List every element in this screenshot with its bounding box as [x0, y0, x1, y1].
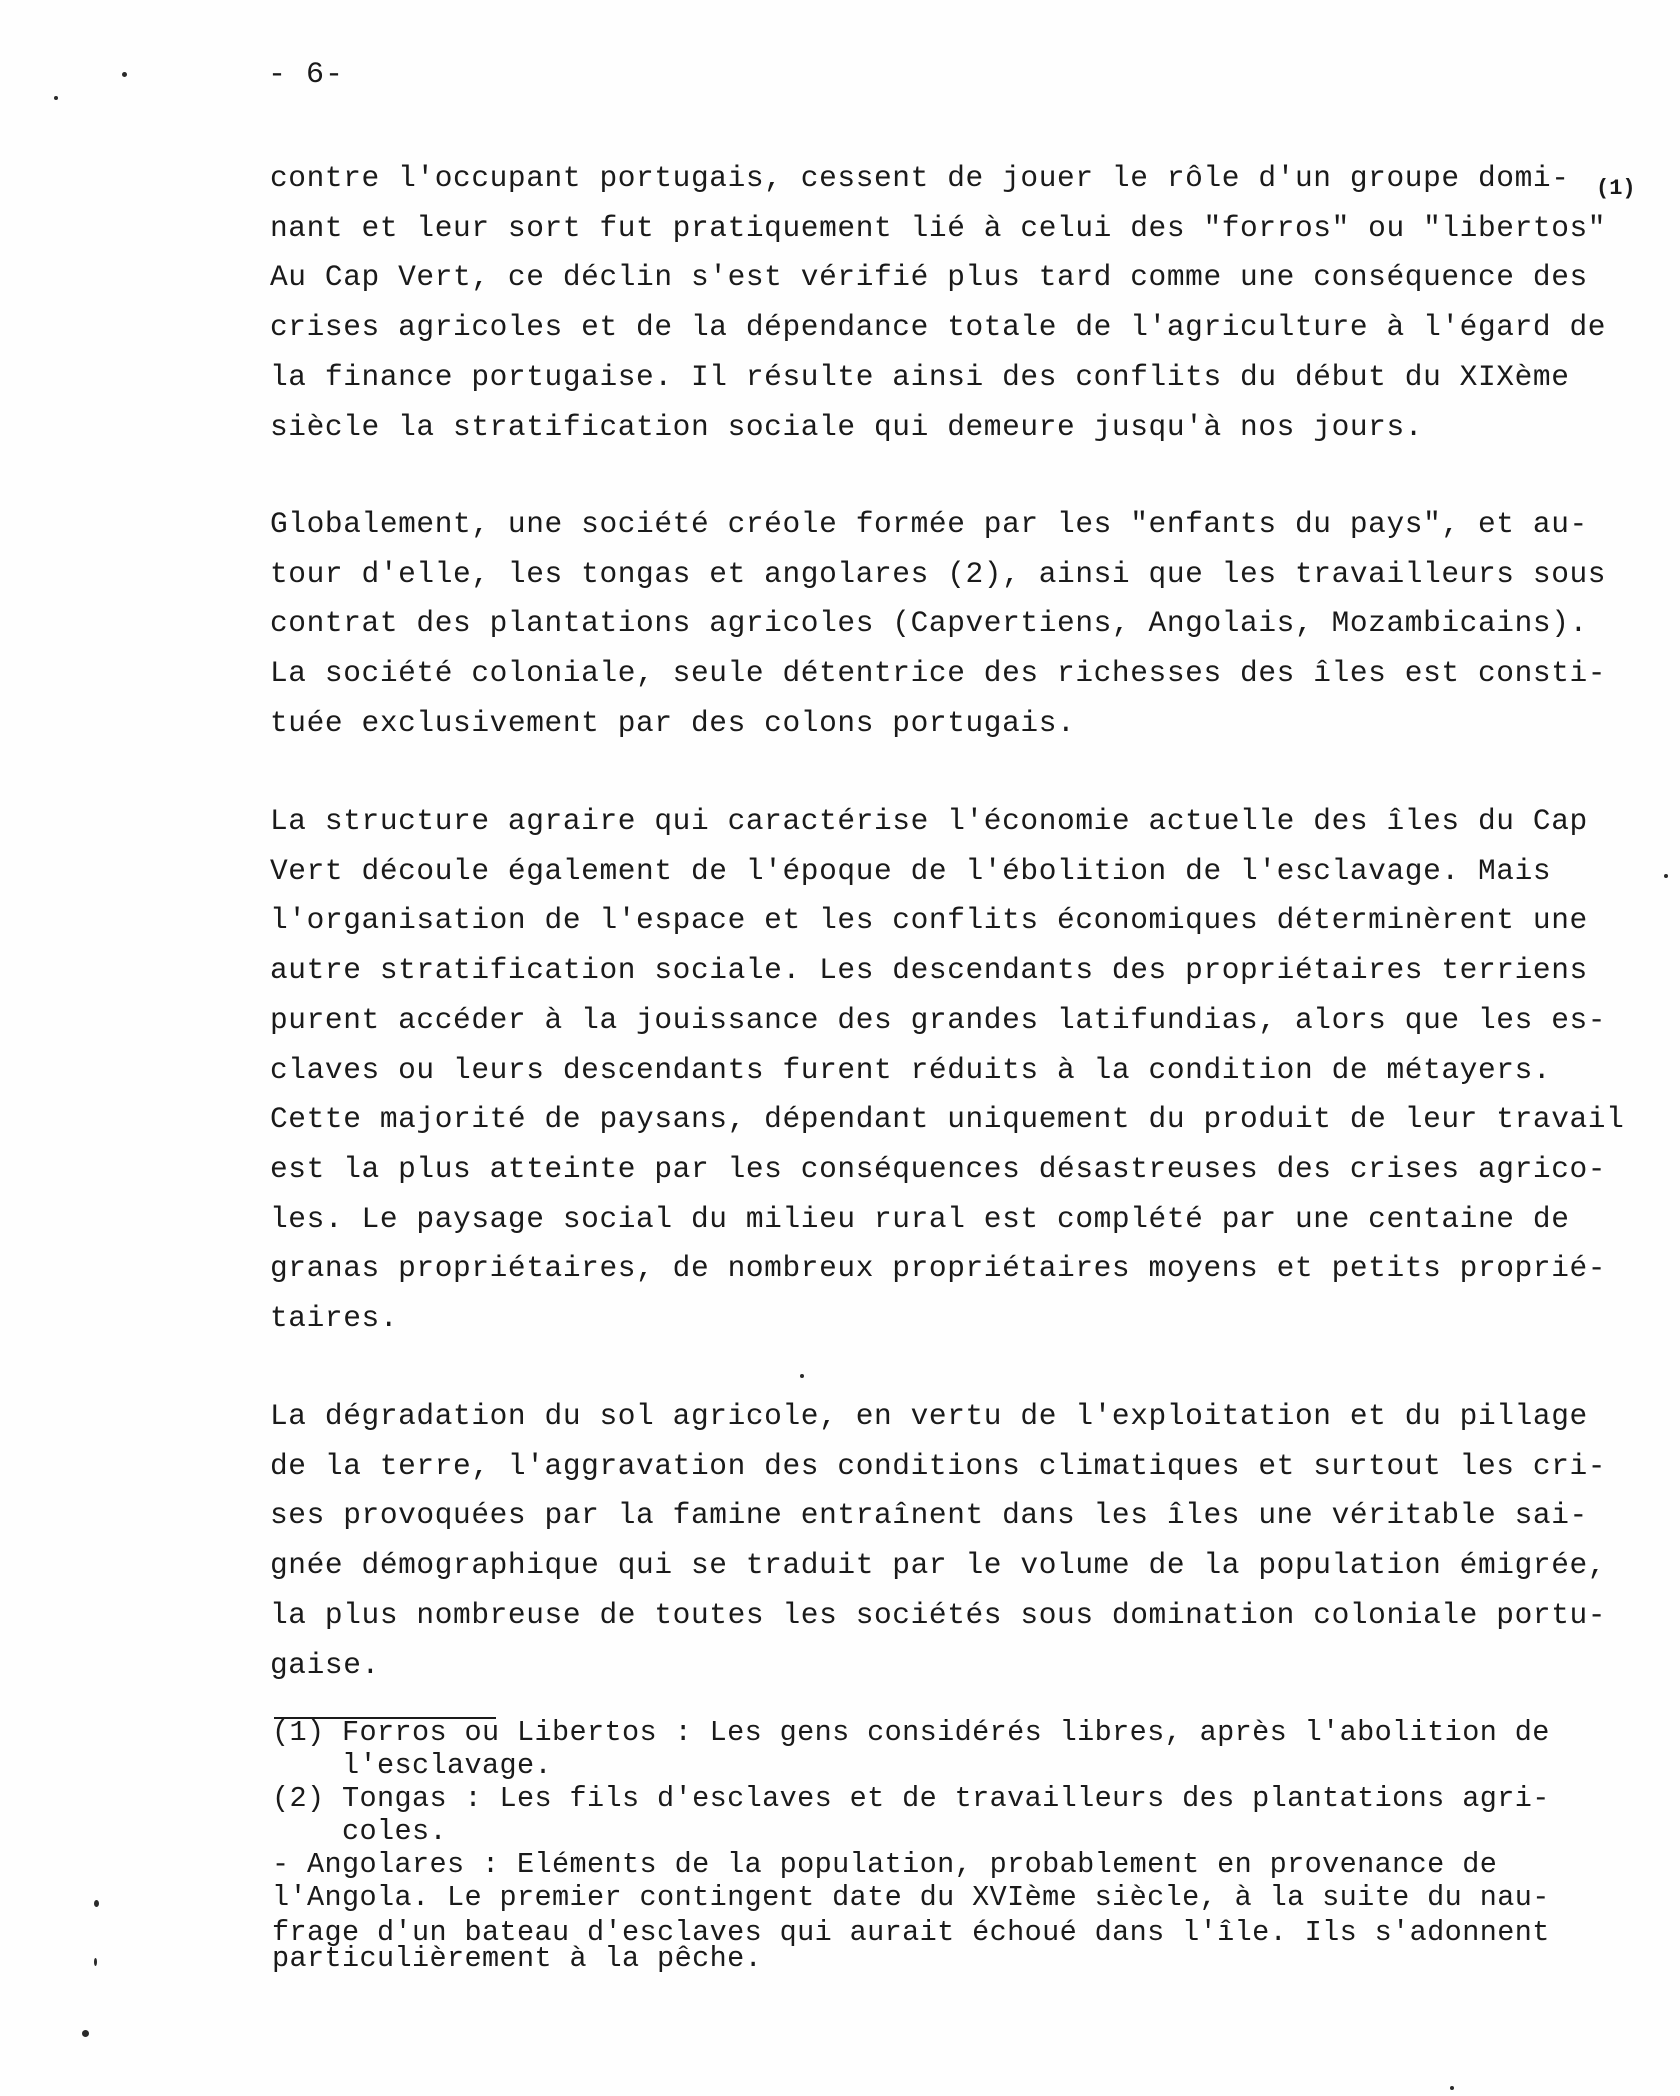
paragraph-line: contre l'occupant portugais, cessent de jouer le rôle d'un groupe domi- [270, 161, 1570, 195]
paragraph-line: claves ou leurs descendants furent réduits à la condition de métayers. [270, 1052, 1552, 1087]
paragraph-line: tuée exclusivement par des colons portugais. [270, 705, 1076, 740]
paragraph-line: La structure agraire qui caractérise l'économie actuelle des îles du Cap [270, 804, 1588, 838]
paragraph-line: contrat des plantations agricoles (Capvertiens, Angolais, Mozambicains). [270, 606, 1588, 641]
scan-speck [94, 1900, 99, 1907]
paragraph-line: La dégradation du sol agricole, en vertu de l'exploitation et du pillage [270, 1399, 1588, 1433]
paragraph-line: est la plus atteinte par les conséquences désastreuses des crises agrico- [270, 1151, 1607, 1186]
paragraph-line: purent accéder à la jouissance des grandes latifundias, alors que les es- [270, 1002, 1607, 1037]
paragraph-line: les. Le paysage social du milieu rural est complété par une centaine de [270, 1201, 1570, 1236]
paragraph-line: autre stratification sociale. Les descendants des propriétaires terriens [270, 953, 1588, 988]
footnote-line: frage d'un bateau d'esclaves qui aurait échoué dans l'île. Ils s'adonnent [272, 1916, 1550, 1949]
paragraph-line: la plus nombreuse de toutes les sociétés sous domination coloniale portu- [270, 1597, 1607, 1632]
footnote-line: l'Angola. Le premier contingent date du XVIème siècle, à la suite du nau- [272, 1881, 1550, 1914]
footnote-1 [272, 1716, 1632, 1782]
paragraph-line: tour d'elle, les tongas et angolares (2), ainsi que les travailleurs sous [270, 556, 1607, 591]
footnote-line: particulièrement à la pêche. [272, 1942, 763, 1975]
footnote-line: - Angolares : Eléments de la population, probablement en provenance de [272, 1848, 1498, 1881]
scan-speck [800, 1374, 804, 1378]
paragraph-line: La société coloniale, seule détentrice des richesses des îles est consti- [270, 656, 1607, 691]
paragraph-line: ses provoquées par la famine entraînent dans les îles une véritable sai- [270, 1498, 1588, 1533]
paragraph-2 [270, 500, 1640, 749]
paragraph-line: crises agricoles et de la dépendance totale de l'agriculture à l'égard de [270, 310, 1607, 345]
footnote-line: coles. [272, 1815, 448, 1848]
scan-speck [82, 2030, 89, 2037]
paragraph-line: Globalement, une société créole formée par les "enfants du pays", et au- [270, 507, 1588, 541]
footnote-line: l'esclavage. [272, 1749, 553, 1782]
paragraph-4 [270, 1392, 1640, 1690]
paragraph-line: de la terre, l'aggravation des conditions climatiques et surtout les cri- [270, 1448, 1607, 1483]
paragraph-line: la finance portugaise. Il résulte ainsi des conflits du début du XIXème [270, 359, 1570, 394]
paragraph-1 [270, 154, 1640, 452]
footnote-line: (2) Tongas : Les fils d'esclaves et de travailleurs des plantations agri- [272, 1782, 1550, 1815]
scan-speck [54, 96, 58, 100]
page-number: - 6- [268, 58, 345, 92]
paragraph-line: granas propriétaires, de nombreux propriétaires moyens et petits proprié- [270, 1251, 1607, 1286]
footnote-angolares-continued [272, 1916, 1632, 1975]
footnote-line: (1) Forros ou Libertos : Les gens considérés libres, après l'abolition de [272, 1716, 1550, 1749]
scan-speck [1450, 2086, 1454, 2090]
footnote-2 [272, 1782, 1632, 1848]
paragraph-line: gnée démographique qui se traduit par le volume de la population émigrée, [270, 1548, 1607, 1583]
paragraph-line: l'organisation de l'espace et les conflits économiques déterminèrent une [270, 903, 1588, 938]
paragraph-line: Cette majorité de paysans, dépendant uniquement du produit de leur travail [270, 1102, 1625, 1137]
footnote-ref-mark: (1) [1596, 176, 1636, 201]
paragraph-line: nant et leur sort fut pratiquement lié à celui des "forros" ou "libertos" [270, 210, 1607, 245]
paragraph-line: Au Cap Vert, ce déclin s'est vérifié plus tard comme une conséquence des [270, 260, 1588, 295]
paragraph-line: gaise. [270, 1647, 380, 1682]
paragraph-3 [270, 797, 1640, 1344]
paragraph-line: siècle la stratification sociale qui demeure jusqu'à nos jours. [270, 409, 1424, 444]
scan-speck [1664, 874, 1668, 878]
paragraph-line: Vert découle également de l'époque de l'ébolition de l'esclavage. Mais [270, 853, 1552, 888]
scan-speck [122, 72, 127, 77]
footnote-angolares [272, 1848, 1632, 1914]
scan-speck [94, 1958, 97, 1966]
paragraph-line: taires. [270, 1301, 399, 1336]
footnotes [272, 1716, 1632, 1975]
